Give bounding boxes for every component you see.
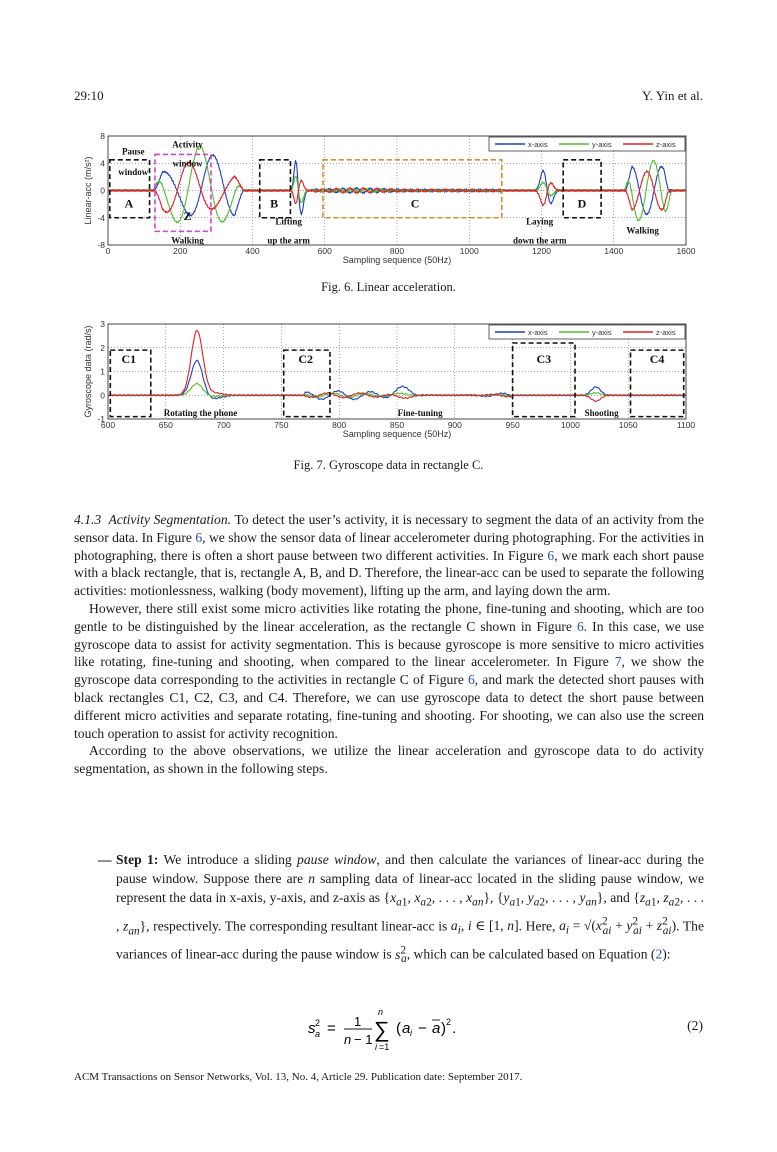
paragraph-text: , we show the gyroscope data corresponding to the activities in rectangle C of Figure bbox=[74, 654, 704, 688]
rect-b-label: B bbox=[270, 196, 279, 211]
journal-footer: ACM Transactions on Sensor Networks, Vol. 13, No. 4, Article 29. Publication date: September 2017. bbox=[74, 1071, 523, 1083]
step-text: }, respectively. The corresponding resultant linear-acc is bbox=[139, 918, 451, 934]
y-tick-label: 4 bbox=[100, 158, 105, 169]
section-title: Activity Segmentation. bbox=[108, 512, 232, 527]
svg-text:a: a bbox=[402, 1020, 411, 1037]
gyroscope-chart bbox=[74, 318, 704, 448]
x-tick-label: 1000 bbox=[560, 420, 580, 430]
rect-c-label: C bbox=[410, 196, 420, 211]
svg-text:): ) bbox=[441, 1020, 446, 1037]
step-emphasis: pause window bbox=[297, 852, 377, 867]
x-tick-label: 1050 bbox=[618, 420, 638, 430]
figure-ref-link[interactable]: 6 bbox=[576, 618, 584, 634]
step-text: }, and { bbox=[596, 890, 640, 905]
x-tick-label: 1000 bbox=[459, 246, 479, 256]
step-text: . Here, bbox=[518, 918, 560, 934]
x-tick-label: 1100 bbox=[676, 420, 696, 430]
laying-label: down the arm bbox=[512, 235, 567, 246]
paragraph-text: . In this case, we use gyroscope data to assist for activity segmentation. This is because gyroscope is more sensitive to micro activities like rotating, fine-tuning and shooting, when compared to the linear accelerometer. In Figure bbox=[74, 618, 704, 670]
svg-text:−: − bbox=[418, 1020, 427, 1037]
x-tick-label: 1600 bbox=[676, 246, 696, 256]
svg-text:s: s bbox=[308, 1020, 316, 1037]
lifting-label: Lifting bbox=[275, 216, 302, 227]
x-tick-label: 750 bbox=[274, 420, 289, 430]
y-tick-label: 3 bbox=[100, 319, 105, 329]
math-var: y bbox=[503, 890, 510, 905]
page-number: 29:10 bbox=[74, 88, 104, 103]
step-1-text: Step 1: We introduce a sliding pause window, and then calculate the variances of linear-acc during the pause window. Suppose there are n sampling data of linear-acc located in the sliding pause window, we represent the data in x-axis, y-axis, and z-axis as {$x_{a1}$, $x_{a2}$, . . . , $x_{an}$}, {$y_{a1}$, $y_{a2}$, . . . , $y_{an}$}, and {$z_{a1}$, $z_{a2}$, . . . , $z_{an}$}, respectively. The corresponding resultant linear-acc is $a_i$, i ∈ [1, n]. Here, $a_i = √(x^2_{ai} + y^2_{ai} + z^2_{ai})$. The variances of linear-acc during the pause window is $s^2_a$, which can be calculated based on Equation (2): bbox=[116, 852, 705, 966]
y-tick-label: 1 bbox=[100, 366, 105, 377]
y-tick-label: 0 bbox=[100, 185, 105, 196]
equation-ref-link[interactable]: 2 bbox=[655, 946, 663, 962]
walking-label: Walking bbox=[626, 225, 659, 236]
x-tick-label: 1400 bbox=[604, 246, 624, 256]
svg-text:i: i bbox=[375, 1042, 377, 1052]
legend-label: z-axis bbox=[656, 140, 676, 149]
x-tick-label: 0 bbox=[105, 246, 111, 256]
rotating-label: Rotating the phone bbox=[163, 408, 238, 419]
x-tick-label: 200 bbox=[173, 246, 188, 256]
step-1-item bbox=[98, 850, 704, 969]
figure-ref-link[interactable]: 6 bbox=[468, 672, 475, 688]
math-resultant: $a_i = √(x^2_{ai} + y^2_{ai} + z^2_{ai})$ bbox=[559, 915, 677, 937]
x-tick-label: 1200 bbox=[532, 246, 551, 256]
legend-label: x-axis bbox=[528, 328, 548, 337]
math-inline: $a_i$, i ∈ [1, n] bbox=[450, 918, 519, 937]
step-label: Step 1: bbox=[116, 852, 159, 867]
step-text: We introduce a sliding bbox=[158, 852, 298, 867]
paragraph-1 bbox=[74, 511, 704, 600]
equation-number: (2) bbox=[687, 1018, 703, 1033]
math-n: n bbox=[308, 871, 316, 886]
c2-label: C2 bbox=[298, 352, 314, 367]
x-tick-label: 600 bbox=[317, 246, 332, 256]
paragraph-3: According to the above observations, we utilize the linear acceleration and gyroscope data to do activity segmentation, as shown in the following steps. bbox=[74, 743, 704, 777]
x-tick-label: 800 bbox=[389, 246, 405, 256]
y-axis-label: Gyroscope data (rad/s) bbox=[83, 325, 93, 418]
figure-6-caption: Fig. 6. Linear acceleration. bbox=[321, 280, 456, 294]
y-tick-label: 8 bbox=[100, 132, 105, 141]
svg-text:n: n bbox=[344, 1032, 352, 1047]
svg-text:(: ( bbox=[396, 1020, 401, 1037]
svg-text:∑: ∑ bbox=[374, 1017, 390, 1042]
step-text: sampling data of linear-acc located in the sliding pause window, we represent the data in x-axis, y-axis, and z-axis as { bbox=[116, 871, 705, 905]
svg-text:a: a bbox=[315, 1029, 321, 1039]
figure-6 bbox=[74, 132, 704, 272]
figure-ref-link[interactable]: 6 bbox=[195, 529, 203, 545]
step-text: , and then calculate the variances of linear-acc during the pause window. Suppose there are bbox=[116, 852, 704, 886]
svg-text:1: 1 bbox=[354, 1014, 362, 1029]
figure-7-caption: Fig. 7. Gyroscope data in rectangle C. bbox=[293, 458, 484, 472]
paragraph-text: However, there still exist some micro activities like rotating the phone, fine-tuning and shooting, which are too gentle to be distinguished by the linear acceleration, as the rectangle C shown in Figure bbox=[74, 600, 704, 634]
step-text: ): bbox=[662, 946, 671, 962]
body-text bbox=[74, 511, 704, 778]
legend-label: y-axis bbox=[592, 328, 612, 337]
y-tick-label: -4 bbox=[97, 212, 105, 223]
svg-text:2: 2 bbox=[315, 1018, 321, 1028]
x-tick-label: 800 bbox=[332, 420, 347, 430]
y-tick-label: 2 bbox=[100, 342, 105, 353]
rect-d-label: D bbox=[577, 196, 587, 211]
x-tick-label: 650 bbox=[158, 420, 173, 430]
running-author: Y. Yin et al. bbox=[641, 88, 703, 103]
c1-label: C1 bbox=[121, 352, 137, 367]
x-tick-label: 700 bbox=[216, 420, 231, 430]
x-axis-label: Sampling sequence (50Hz) bbox=[342, 255, 452, 265]
svg-text:=: = bbox=[327, 1020, 336, 1037]
pause-window-label: window bbox=[118, 166, 149, 177]
equation-2 bbox=[300, 1004, 500, 1052]
y-tick-label: -1 bbox=[97, 414, 105, 424]
y-tick-label: 0 bbox=[100, 390, 105, 401]
svg-text:n: n bbox=[378, 1007, 384, 1017]
legend-label: x-axis bbox=[528, 140, 548, 149]
section-number: 4.1.3 bbox=[74, 512, 102, 527]
paragraph-text: , and mark the detected short pauses with black rectangles C1, C2, C3, and C4. Therefore, we can use gyroscope data to detect the short pause between different micro activities and separate rotating, fine-tuning and shooting. For shooting, we can also use the screen touch operation to assist for activity recognition. bbox=[74, 672, 704, 741]
legend-label: z-axis bbox=[656, 328, 676, 337]
x-tick-label: 400 bbox=[245, 246, 260, 256]
paragraph-text: , we mark each short pause with a black rectangle, that is, rectangle A, B, and D. Therefore, the linear-acc can be used to separate the following activities: motionlessness, walking (body movement), lifting up the arm, and laying down the arm. bbox=[74, 547, 704, 599]
z-label: Z bbox=[183, 208, 192, 223]
svg-text:a: a bbox=[432, 1020, 441, 1037]
step-text: }, { bbox=[483, 890, 504, 905]
svg-text:− 1: − 1 bbox=[354, 1032, 373, 1047]
svg-text:i: i bbox=[410, 1028, 412, 1038]
x-tick-label: 850 bbox=[389, 420, 405, 430]
figure-ref-link[interactable]: 6 bbox=[547, 547, 555, 563]
c3-label: C3 bbox=[536, 352, 552, 367]
figure-ref-link[interactable]: 7 bbox=[614, 654, 622, 670]
math-var: x bbox=[390, 890, 397, 905]
x-tick-label: 900 bbox=[447, 420, 462, 430]
activity-window-label: Activity bbox=[172, 139, 203, 150]
figure-7 bbox=[74, 318, 704, 448]
svg-text:.: . bbox=[452, 1020, 457, 1037]
lifting-label: up the arm bbox=[267, 235, 310, 246]
linear-acc-chart bbox=[74, 132, 704, 272]
fine-tuning-label: Fine-tuning bbox=[397, 408, 443, 419]
y-axis-label: Linear-acc (m/s²) bbox=[83, 156, 93, 225]
svg-text:=1: =1 bbox=[379, 1042, 390, 1052]
math-var: z bbox=[639, 890, 646, 905]
walking-label: Walking bbox=[171, 235, 204, 246]
x-tick-label: 950 bbox=[505, 420, 520, 430]
x-axis-label: Sampling sequence (50Hz) bbox=[342, 429, 452, 439]
step-text: , which can be calculated based on Equation ( bbox=[406, 946, 656, 962]
math-variance: $s^2_a$ bbox=[395, 943, 407, 966]
c4-label: C4 bbox=[649, 352, 665, 367]
pause-window-label: Pause bbox=[122, 146, 145, 157]
paragraph-2 bbox=[74, 600, 704, 742]
paragraph-text: , we show the sensor data of linear accelerometer during photographing. For the activities in photographing, there is often a short pause between two different activities. In Figure bbox=[74, 529, 704, 563]
shooting-label: Shooting bbox=[584, 408, 619, 419]
x-tick-label: 600 bbox=[100, 420, 116, 430]
legend-label: y-axis bbox=[592, 140, 612, 149]
svg-text:2: 2 bbox=[446, 1017, 452, 1027]
y-tick-label: -8 bbox=[97, 240, 105, 250]
list-dash: — bbox=[98, 852, 112, 867]
laying-label: Laying bbox=[526, 216, 554, 227]
activity-window-label: window bbox=[172, 158, 203, 169]
rect-a-label: A bbox=[124, 196, 134, 211]
paragraph-text: To detect the user’s activity, it is necessary to segment the data of an activity from the sensor data. In Figure bbox=[74, 512, 705, 545]
step-text: . The variances of linear-acc during the pause window is bbox=[116, 918, 705, 962]
